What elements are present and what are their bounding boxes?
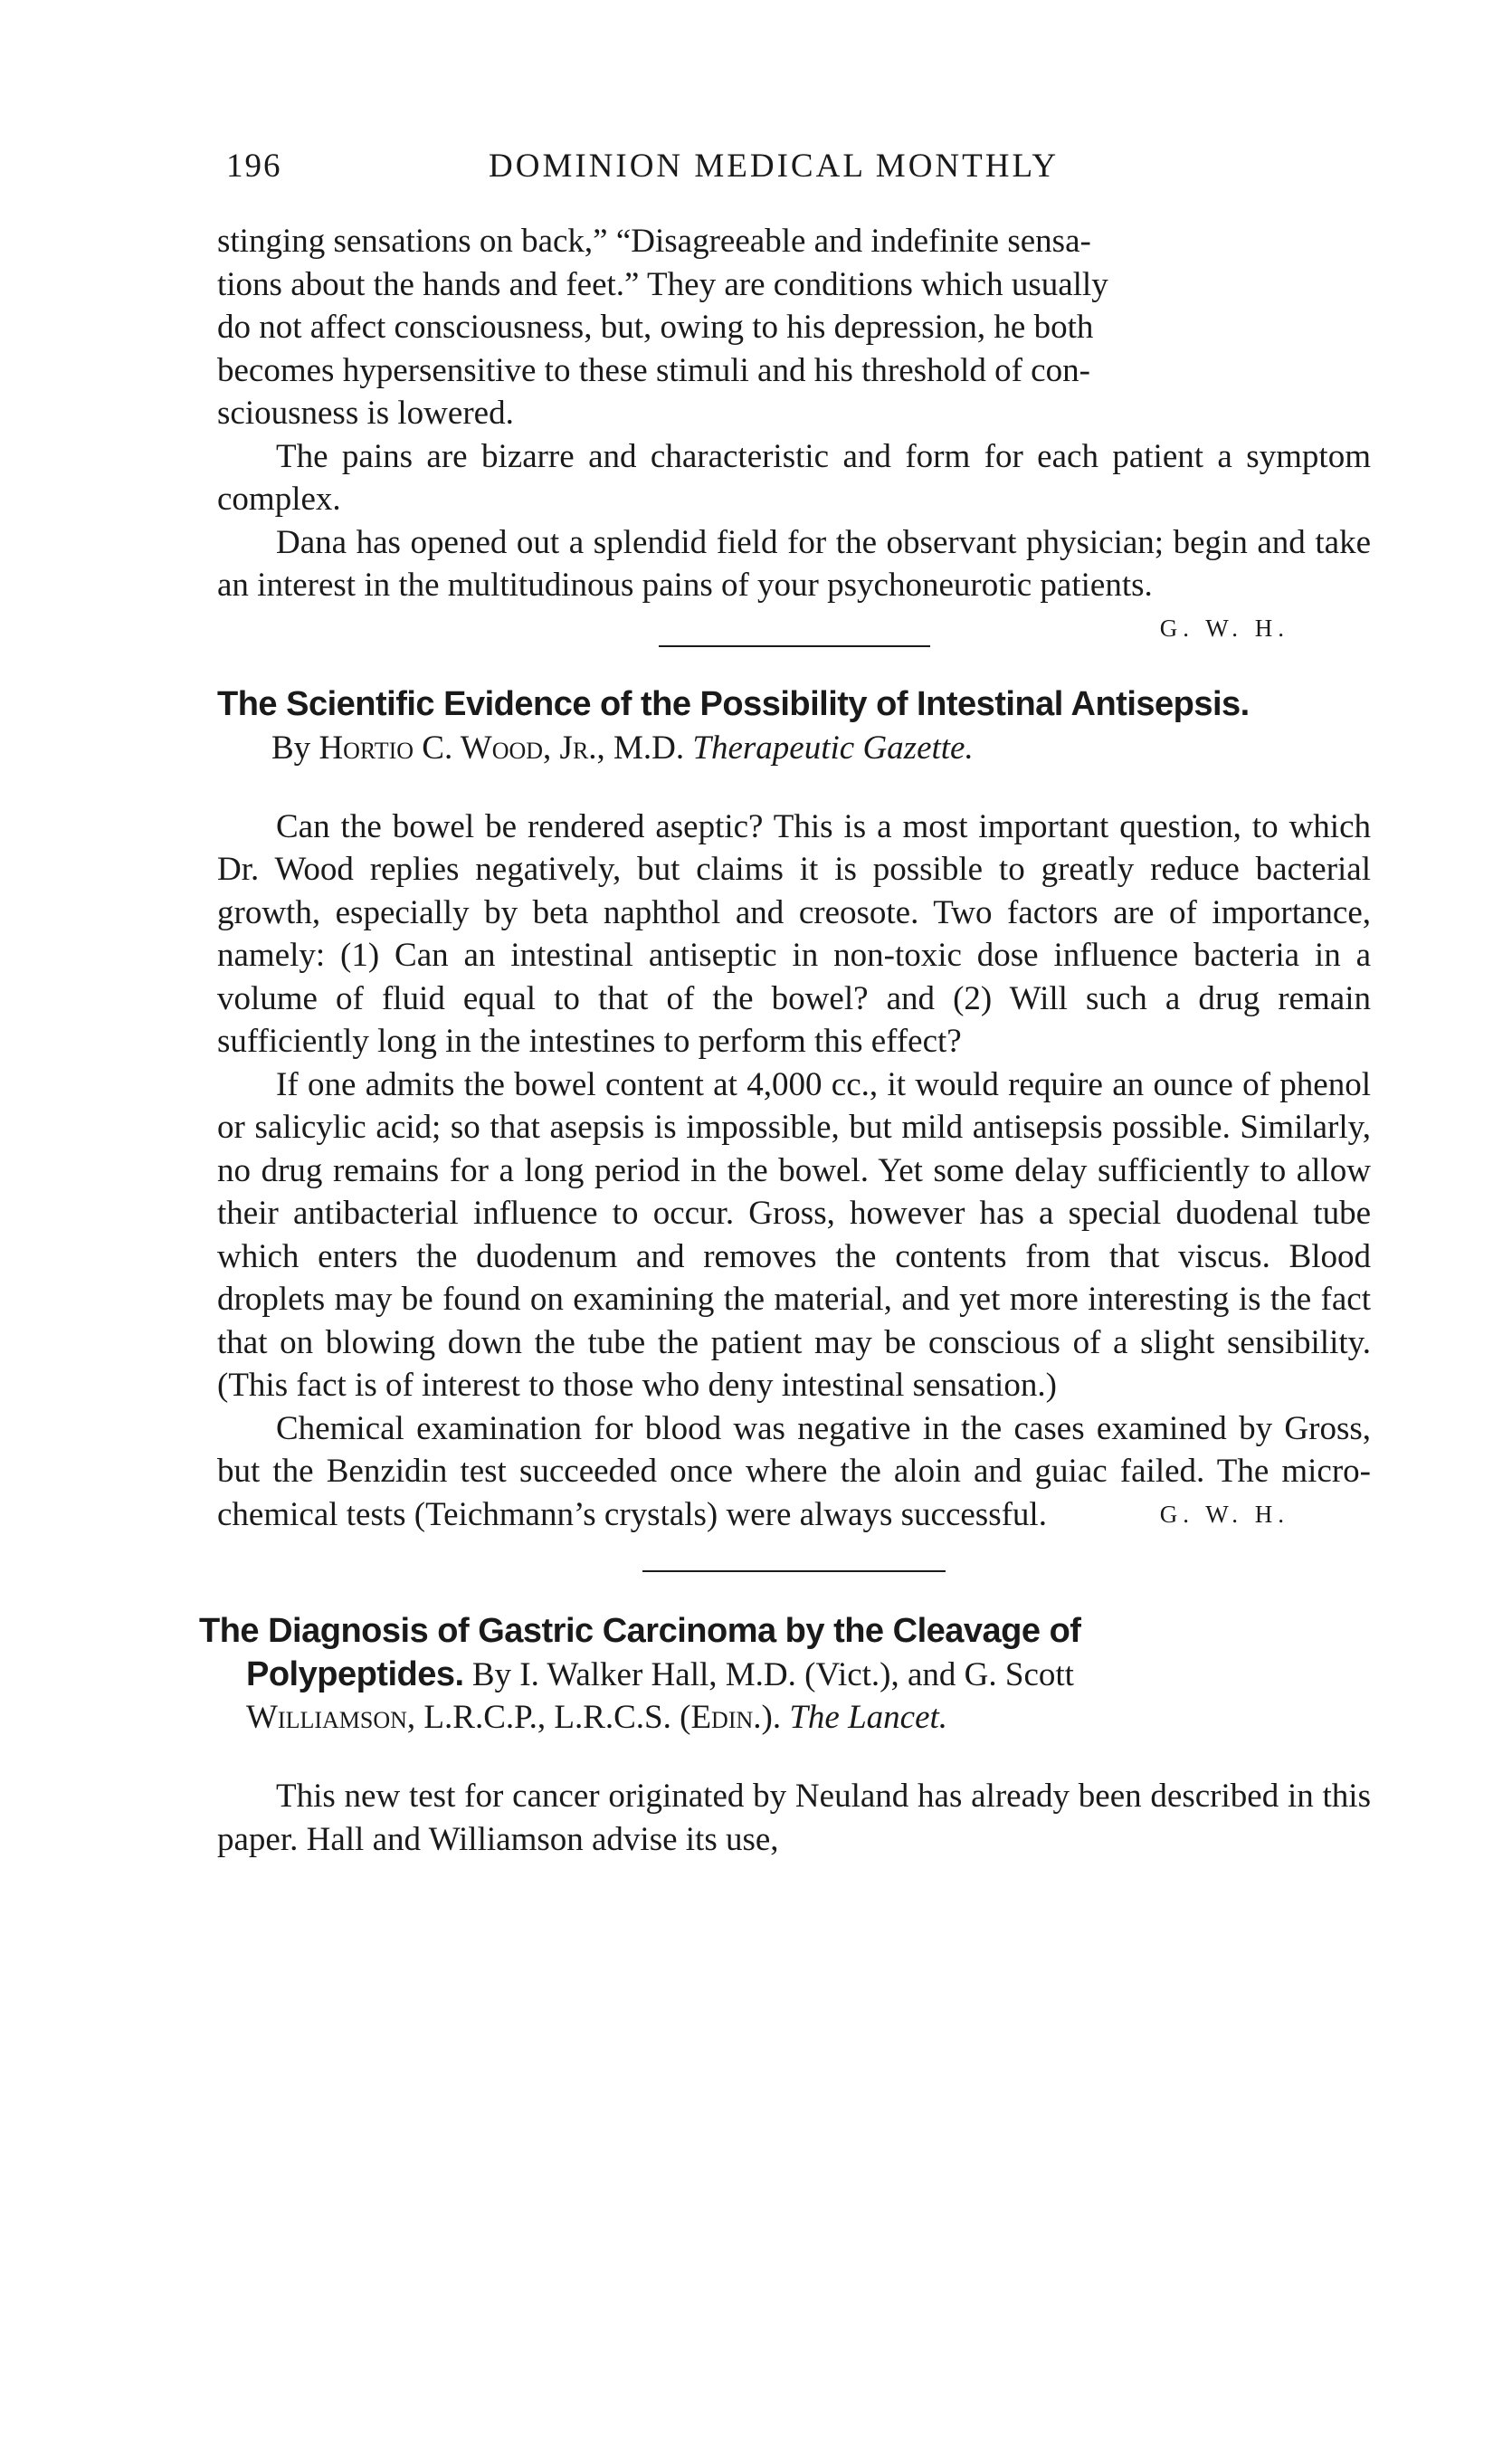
- byline-source: Therapeutic Gazette.: [692, 729, 974, 767]
- section-divider: [659, 645, 930, 647]
- continued-paragraph: [217, 220, 1371, 435]
- body-paragraph: [217, 1407, 1371, 1537]
- byline-prefix: By: [271, 729, 311, 767]
- text-line: do not affect consciousness, but, owing to his depression, he both: [217, 309, 1094, 346]
- article-byline: [271, 727, 1371, 769]
- paragraph-text: Dana has opened out a splendid field for the observant physician; begin and take an interest in the multitudinous pains of your psychoneurotic patients.: [217, 523, 1371, 604]
- article-heading-cont: [199, 1654, 1371, 1697]
- byline-source: The Lancet.: [789, 1699, 948, 1736]
- byline-author: Hortio C. Wood, Jr., M.D.: [319, 729, 685, 767]
- section-divider: [642, 1570, 946, 1572]
- body-paragraph: The pains are bizarre and characteristic and form for each patient a symptom complex.: [217, 437, 1371, 518]
- article-heading: [199, 1610, 1371, 1739]
- text-line: tions about the hands and feet.” They are conditions which usually: [217, 265, 1108, 303]
- paragraph-text: Chemical examination for blood was negative in the cases examined by Gross, but the Benzidin test succeeded once where the aloin and guiac failed. The micro-chemical tests (Teichmann’s crystals) were always successful.: [217, 1409, 1371, 1533]
- page-content: [199, 220, 1371, 1861]
- text-line: sciousness is lowered.: [217, 395, 514, 432]
- body-paragraph: Can the bowel be rendered aseptic? This is a most important question, to which Dr. Wood replies negatively, but claims it is possible to greatly reduce bacterial growth, especially by beta naphthol and creosote. Two factors are of importance, namely: (1) Can an intestinal antiseptic in non-toxic dose influence bacteria in a volume of fluid equal to that of the bowel? and (2) Will such a drug remain sufficiently long in the intestines to perform this effect?: [217, 807, 1371, 1060]
- article-title: The Diagnosis of Gastric Carcinoma by the Cleavage of: [199, 1612, 1081, 1650]
- article-byline: [199, 1696, 1371, 1739]
- byline-authors-cont: Williamson, L.R.C.P., L.R.C.S. (Edin.).: [246, 1699, 790, 1736]
- body-paragraph: [217, 521, 1371, 642]
- author-initials: G. W. H.: [1159, 1500, 1289, 1528]
- running-header: [226, 147, 1357, 192]
- journal-title: DOMINION MEDICAL MONTHLY: [489, 148, 1060, 185]
- article-title: The Scientific Evidence of the Possibility of Intestinal Antisepsis.: [217, 684, 1250, 723]
- article-title-cont: Polypeptides.: [246, 1654, 464, 1693]
- author-initials: G. W. H.: [1159, 614, 1289, 642]
- body-paragraph: This new test for cancer originated by Neuland has already been described in this paper. Hall and Williamson advise its use,: [217, 1778, 1371, 1858]
- body-paragraph: If one admits the bowel content at 4,000 cc., it would require an ounce of phenol or salicylic acid; so that asepsis is impossible, but mild antisepsis possible. Similarly, no drug remains for a long period in the bowel. Yet some delay sufficiently to allow their antibacterial influence to occur. Gross, however has a special duodenal tube which enters the duodenum and removes the contents from that viscus. Blood droplets may be found on examining the material, and yet more interesting is the fact that on blowing down the tube the patient may be conscious of a slight sensibility. (This fact is of interest to those who deny intestinal sensation.): [217, 1065, 1371, 1404]
- page-number: 196: [226, 148, 282, 185]
- text-line: stinging sensations on back,” “Disagreeable and indefinite sensa-: [217, 223, 1091, 260]
- byline-authors: By I. Walker Hall, M.D. (Vict.), and G. Scott: [463, 1655, 1074, 1693]
- text-line: becomes hypersensitive to these stimuli and his threshold of con-: [217, 351, 1090, 389]
